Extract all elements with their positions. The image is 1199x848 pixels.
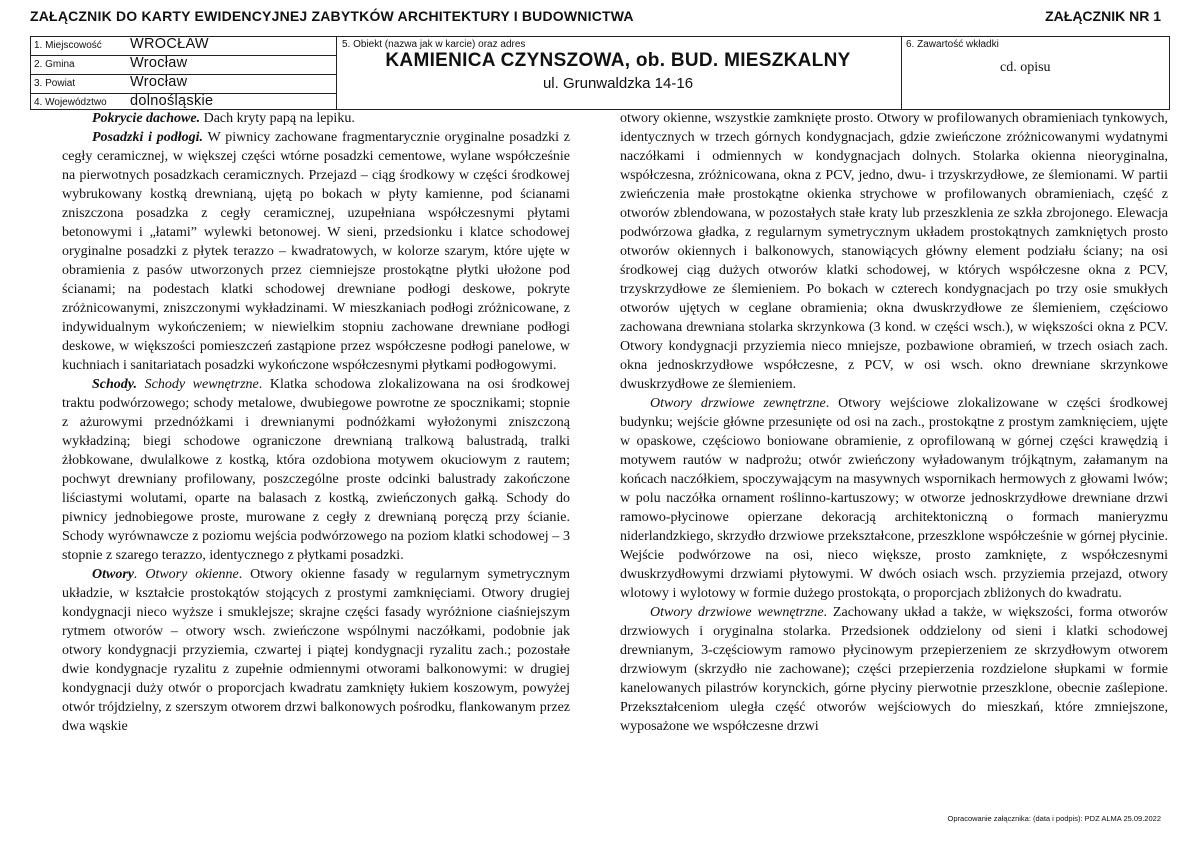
paragraph-text: W piwnicy zachowane fragmentarycznie oryginalne posadzki z cegły ceramicznej, w większej części wtórne posadzki cementowe, wylane współcześnie na pierwotnych posadzkach ceramicznych. Przejazd – ciąg środkowy w części środkowej wybrukowany kostką drewnianą, ujętą po bokach w płyty kamienne, pod ścianami zniszczona posadzka z cegły ceramicznej, uzupełniana współczesnymi płytami betonowymi i „łatami” wylewki betonowej. W sieni, przedsionku i klatce schodowej oryginalne posadzki z płytek terazzo – kwadratowych, w kolorze szarym, które ujęte w obramienia z pasów utworzonych przez ciemniejsze prostokątne płytki ułożone pod ścianami; na podestach klatki schodowej drewniane podłogi deskowe, pokryte zróżnicowanymi, zniszczonymi wykładzinami. W mieszkaniach podłogi zróżnicowane, z indywidualnym wykończeniem; w niewielkim stopniu zachowane drewniane podłogi deskowe, w większości pomieszczeń zastąpione przez współczesne podłogi panelowe, w kuchniach i sanitariatach posadzki wykończone współczesnymi płytkami podłogowymi. bbox=[62, 130, 570, 373]
paragraph-subheading: Schody wewnętrzne bbox=[136, 377, 259, 392]
contents-label: 6. Zawartość wkładki bbox=[906, 39, 999, 50]
paragraph-text: . Klatka schodowa zlokalizowana na osi środkowej traktu podwórzowego; schody metalowe, dwubiegowe powrotne ze spocznikami; stopnie z ażurowymi przednóżkami i drewnianymi podnóżkami wyłożonymi zniszczoną wykładziną; biegi schodowe ograniczone drewnianą tralkową balustradą, tralki żłobkowane, dwulalkowe z kostką, która ozdobiona motywem okuciowym z rautem; pochwyt drewniany profilowany, poszczególne proste odcinki balustrady zakończone liściastymi wolutami, oparte na balasach z kostką, zwieńczonych gałką. Schody do piwnicy jednobiegowe proste, murowane z cegły z drewnianą poręczą przy ścianie. Schody wyrównawcze z poziomu wejścia podwórzowego na poziom klatki schodowej – 3 stopnie z szarego terazzo, identycznego z płytkami posadzki. bbox=[62, 377, 571, 563]
paragraph-roofing bbox=[62, 109, 570, 128]
field-value: WROCŁAW bbox=[130, 36, 209, 52]
paragraph-heading: Pokrycie dachowe. bbox=[92, 111, 201, 126]
paragraph-windows-cont bbox=[620, 109, 1168, 394]
paragraph-text: otwory okienne, wszystkie zamknięte prosto. Otwory w profilowanych obramieniach tynkowych, identycznych w trzech górnych kondygnacjach, gdzie zwieńczone zróżnicowanymi wydatnymi naczółkami i odmiennych w kondygnacjach dolnych. Stolarka okienna nieoryginalna, współczesna, zróżnicowana, okna z PCV, jedno, dwu- i trzyskrzydłowe, ze ślemionami. W partii zwieńczenia małe prostokątne okienka strychowe w profilowanych obramieniach, część z otworów zblendowana, w pozostałych stałe kraty lub przeszklenia ze szkła zbrojonego. Elewacja podwórzowa gładka, z regularnym symetrycznym układem prostokątnych zamkniętych prosto otworów okiennych i balkonowych, stanowiących główny element podziału ściany; na osi środkowej ciąg dużych otworów klatki schodowej, w których współczesne okna z PCV, trzyskrzydłowe ze ślemieniem. Po bokach w czterech kondygnacjach po trzy osie smukłych otworów ujętych w ceglane obramienia; okna dwuskrzydłowe ze ślemieniem, częściowo zachowana drewniana stolarka skrzynkowa (3 kond. w części wsch.), w większości okna z PCV. Otwory kondygnacji przyziemia nieco mniejsze, pozbawione obramień, w trzech osiach zach. okna jednoskrzydłowe współczesne, z PCV, w osi wsch. okno drewniane skrzynkowe dwuskrzydłowe ze ślemieniem. bbox=[620, 111, 1168, 392]
attachment-number: ZAŁĄCZNIK NR 1 bbox=[1045, 8, 1161, 24]
object-label: 5. Obiekt (nazwa jak w karcie) oraz adres bbox=[342, 39, 526, 50]
paragraph-subheading: . Otwory okienne bbox=[134, 567, 239, 582]
attachment-title: ZAŁĄCZNIK DO KARTY EWIDENCYJNEJ ZABYTKÓW ARCHITEKTURY I BUDOWNICTWA bbox=[30, 8, 634, 24]
paragraph-heading: Schody. bbox=[92, 377, 137, 392]
paragraph-heading: Otwory drzwiowe zewnętrzne bbox=[650, 396, 826, 411]
field-label: 4. Województwo bbox=[34, 97, 107, 108]
field-row-powiat bbox=[30, 74, 336, 94]
object-name: KAMIENICA CZYNSZOWA, ob. BUD. MIESZKALNY bbox=[385, 50, 851, 71]
paragraph-stairs bbox=[62, 375, 570, 565]
field-value: Wrocław bbox=[130, 55, 188, 71]
paragraph-text: . Otwory okienne fasady w regularnym symetrycznym układzie, w kształcie prostokątów stojących z prostymi zamknięciami. Otwory drugiej kondygnacji nieco wyższe i smuklejsze; skrajne części fasady wyróżnione ciaśniejszym rytmem otworów – otwory wsch. zwieńczone wspólnymi naczółkami, podobnie jak otwory kondygnacji przyziemia, czwartej i piątej kondygnacji ryzalitu zach.; pozostałe dwie kondygnacje ryzalitu z zupełnie odmiennymi otworami balkonowymi: w drugiej kondygnacji duży otwór o proporcjach kwadratu zamknięty łukiem koszowym, powyżej otwór trójdzielny, z szerszym otworem drzwi balkonowych pośrodku, flankowanym przez dwa wąskie bbox=[62, 567, 570, 734]
field-value: Wrocław bbox=[130, 74, 188, 90]
field-row-gmina bbox=[30, 55, 336, 75]
field-label: 3. Powiat bbox=[34, 78, 76, 89]
paragraph-interior-doors bbox=[620, 603, 1168, 736]
field-label: 2. Gmina bbox=[34, 59, 75, 70]
paragraph-text: . Zachowany układ a także, w większości, forma otworów drzwiowych i oryginalna stolarka. Przedsionek oddzielony od sieni i klatki schodowej drewnianym, 3-częściowym ramowo płycinowym przepierzeniem ze skrzydłowym otworem drzwiowym (skrzydło nie zachowane); części przepierzenia rozdzielone słupkami w formie kanelowanych pilastrów korynckich, górne płyciny pierwotnie przeszklone, obecnie zaślepione. Przekształceniom uległa część otworów wejściowych do mieszkań, które zmniejszone, wyposażone we współczesne drzwi bbox=[620, 605, 1168, 734]
paragraph-text: Dach kryty papą na lepiku. bbox=[200, 111, 355, 126]
paragraph-heading: Otwory drzwiowe wewnętrzne bbox=[650, 605, 824, 620]
paragraph-floors bbox=[62, 128, 570, 375]
field-row-miejscowosc bbox=[30, 36, 336, 56]
prepared-by: Opracowanie załącznika: (data i podpis): PDZ ALMA 25.09.2022 bbox=[947, 814, 1161, 823]
contents-value: cd. opisu bbox=[1000, 60, 1051, 75]
right-column bbox=[620, 109, 1168, 736]
paragraph-heading: Posadzki i podłogi. bbox=[92, 130, 203, 145]
object-address: ul. Grunwaldzka 14-16 bbox=[542, 75, 694, 92]
paragraph-exterior-doors bbox=[620, 394, 1168, 603]
field-label: 1. Miejscowość bbox=[34, 40, 102, 51]
left-column bbox=[62, 109, 570, 736]
paragraph-heading: Otwory bbox=[92, 567, 134, 582]
paragraph-text: . Otwory wejściowe zlokalizowane w części środkowej budynku; wejście główne przesunięte od osi na zach., prostokątne z prostym zamknięciem, ujęte w opaskowe, częściowo boniowane obramienie, z oprofilowaną w górnej części krawędzią i motywem rautów w nadprożu; otwór zwieńczony wyładowanym trójkątnym, załamanym na końcach naczółkiem, spoczywającym na masywnych wspornikach hermowych z głowami lwów; w polu naczółka ornament roślinno-kartuszowy; w otworze jednoskrzydłowe drewniane drzwi ramowo-płycinowe opierzane dekoracją architektoniczną o formach manieryzmu niderlandzkiego, skrzydło drzwiowe przekształcone, przeszklone współcześnie w górnej płycinie. Wejście podwórzowe na osi, nieco większe, prosto zamknięte, z współczesnymi dwuskrzydłowymi drzwiami płytowymi. W dwóch osiach wsch. przyziemia przejazd, otwory wlotowy i wylotowy w formie dużego prostokąta, o proporcjach zbliżonych do kwadratu. bbox=[620, 396, 1169, 601]
field-value: dolnośląskie bbox=[130, 93, 214, 109]
paragraph-openings bbox=[62, 565, 570, 736]
